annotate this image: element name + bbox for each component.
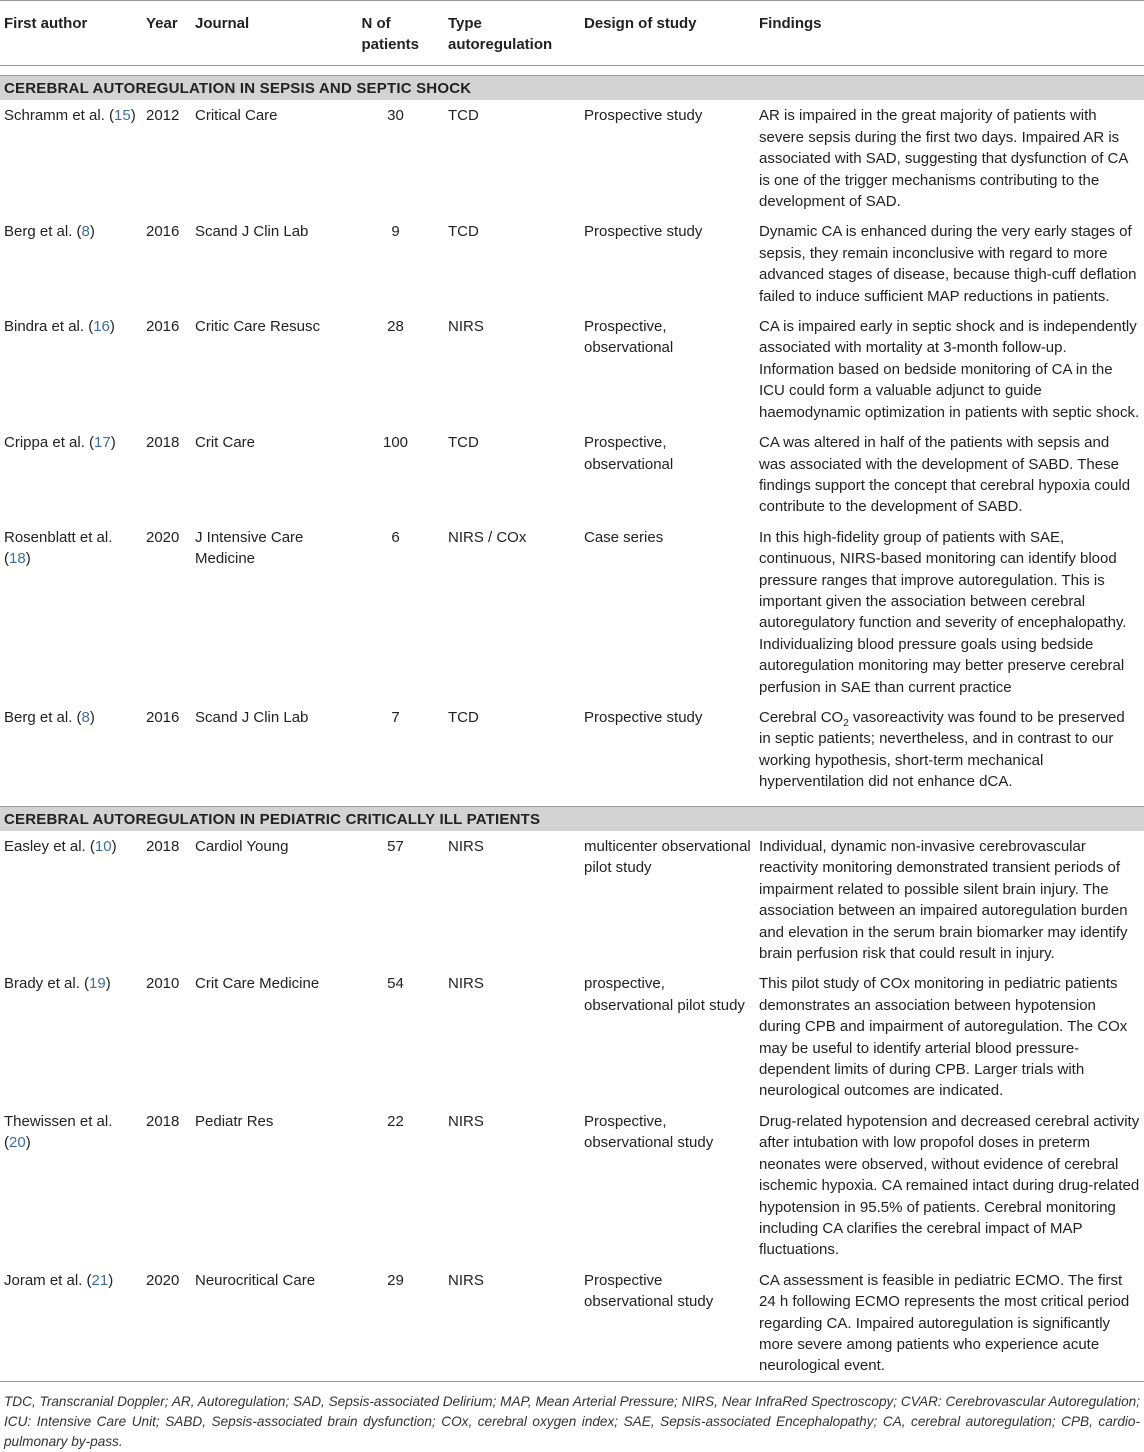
- reference-link[interactable]: 21: [91, 1271, 109, 1289]
- cell-n-patients: 7: [391, 708, 400, 726]
- reference-link[interactable]: 8: [81, 223, 90, 241]
- cell-author: Berg et al. (8): [4, 223, 95, 241]
- cell-journal: Scand J Clin Lab: [195, 223, 309, 241]
- table-row: [0, 522, 1144, 702]
- cell-findings: [755, 968, 1144, 1105]
- findings-pre: Cerebral CO: [759, 708, 844, 726]
- author-name: Schramm et al.: [4, 107, 105, 125]
- table-row: [0, 311, 1144, 427]
- table-row: [0, 216, 1144, 311]
- cell-type: NIRS: [448, 975, 484, 993]
- cell-findings: [755, 100, 1144, 216]
- cell-journal: Pediatr Res: [195, 1112, 274, 1130]
- cell-year: 2018: [146, 1112, 180, 1130]
- cell-design: Prospective, observational: [584, 318, 674, 357]
- cell-year: 2018: [146, 434, 180, 452]
- author-name: Rosenblatt et al.: [4, 528, 113, 546]
- author-name: Crippa et al.: [4, 434, 85, 452]
- header-type: Type autoregulation: [448, 15, 553, 53]
- cell-n-patients: 100: [382, 434, 409, 452]
- findings-sub: 2: [843, 717, 849, 729]
- findings-post: vasoreactivity was found to be preserved in septic patients; nevertheless, and in contrast to our working hypothesis, short-term mechanical hyperventilation did not enhance dCA.: [759, 708, 1125, 791]
- cell-year: 2020: [146, 528, 180, 546]
- cell-findings: [755, 1265, 1144, 1382]
- cell-journal: Critical Care: [195, 107, 278, 125]
- table-row: [0, 100, 1144, 216]
- cell-author: Rosenblatt et al. (18): [4, 528, 113, 568]
- cell-findings: [755, 427, 1144, 522]
- cell-year: 2012: [146, 107, 180, 125]
- cell-year: 2016: [146, 708, 180, 726]
- cell-journal: Critic Care Resusc: [195, 318, 321, 336]
- cell-n-patients: 29: [387, 1271, 404, 1289]
- cell-design: Prospective study: [584, 708, 703, 726]
- cell-year: 2010: [146, 975, 180, 993]
- cell-type: NIRS / COx: [448, 528, 527, 546]
- table-row: [0, 1106, 1144, 1265]
- findings-text: This pilot study of COx monitoring in pediatric patients demonstrates an association between hypotension during CPB and impairment of autoregulation. The COx may be useful to identify arterial blood pressure-dependent limits of during CPB. Larger trials with neurological outcomes are indicated.: [759, 975, 1128, 1100]
- cell-n-patients: 57: [387, 838, 404, 855]
- findings-text: Individual, dynamic non-invasive cerebrovascular reactivity monitoring demonstrated transient periods of impairment related to possible silent brain injury. The association between an impaired autoregulation burden and elevation in the serum brain biomarker may identify brain perfusion risk that could result in injury.: [759, 838, 1128, 963]
- cell-design: multicenter observational pilot study: [584, 838, 751, 877]
- cell-author: Thewissen et al. (20): [4, 1112, 113, 1152]
- cell-type: TCD: [448, 434, 479, 452]
- cell-author: Schramm et al. (15): [4, 107, 136, 125]
- cell-journal: Cardiol Young: [195, 838, 289, 855]
- table-row: [0, 831, 1144, 968]
- cell-type: NIRS: [448, 1112, 484, 1130]
- header-journal: Journal: [195, 15, 250, 32]
- header-year: Year: [146, 15, 178, 32]
- cell-author: Brady et al. (19): [4, 975, 111, 993]
- cell-n-patients: 22: [387, 1112, 404, 1130]
- reference-link[interactable]: 15: [114, 107, 131, 125]
- table-row: [0, 1265, 1144, 1382]
- table-row: [0, 702, 1144, 797]
- cell-author: Joram et al. (21): [4, 1271, 114, 1289]
- table-body: [0, 66, 1144, 1382]
- cell-design: prospective, observational pilot study: [584, 975, 745, 1014]
- table-row: [0, 968, 1144, 1105]
- cell-design: Prospective observational study: [584, 1271, 714, 1311]
- section-header-row: [0, 806, 1144, 831]
- cell-type: TCD: [448, 107, 479, 125]
- findings-text: Drug-related hypotension and decreased cerebral activity after intubation with low propofol doses in preterm neonates were observed, without evidence of cerebral ischemic hypoxia. CA remained intact during drug-related hypotension in 95.5% of patients. Cerebral monitoring including CA clarifies the cerebral impact of MAP fluctuations.: [759, 1112, 1140, 1259]
- cell-author: Berg et al. (8): [4, 708, 95, 726]
- header-author: First author: [4, 15, 88, 32]
- findings-text: In this high-fidelity group of patients with SAE, continuous, NIRS-based monitoring can identify blood pressure ranges that improve autoregulation. This is important given the association between cerebral autoregulatory function and severity of encephalopathy. Individualizing blood pressure goals using bedside autoregulation monitoring may better preserve cerebral perfusion in SAE than current practice: [759, 528, 1127, 696]
- cell-year: 2018: [146, 838, 180, 855]
- reference-link[interactable]: 19: [89, 975, 106, 993]
- author-name: Berg et al.: [4, 223, 73, 241]
- header-design: Design of study: [584, 15, 697, 32]
- cell-journal: Neurocritical Care: [195, 1271, 316, 1289]
- cell-n-patients: 9: [391, 223, 400, 241]
- cell-findings: [755, 831, 1144, 968]
- cell-design: Case series: [584, 528, 664, 546]
- table-row: [0, 427, 1144, 522]
- cell-n-patients: 30: [387, 107, 404, 125]
- author-name: Joram et al.: [4, 1271, 83, 1289]
- cell-n-patients: 6: [391, 528, 400, 546]
- section-spacer: [0, 66, 1144, 76]
- cell-design: Prospective study: [584, 107, 703, 125]
- findings-text: CA assessment is feasible in pediatric ECMO. The first 24 h following ECMO represents the most critical period regarding CA. Impaired autoregulation is significantly more severe among patients who experience acute neurological event.: [759, 1271, 1130, 1375]
- reference-link[interactable]: 20: [9, 1134, 26, 1152]
- cell-year: 2016: [146, 318, 180, 336]
- section-title: CEREBRAL AUTOREGULATION IN PEDIATRIC CRITICALLY ILL PATIENTS: [0, 806, 1144, 831]
- section-header-row: [0, 76, 1144, 101]
- table-footnote: TDC, Transcranial Doppler; AR, Autoregulation; SAD, Sepsis-associated Delirium; MAP, Mean Arterial Pressure; NIRS, Near InfraRed Spectroscopy; CVAR: Cerebrovascular Autoregulation; ICU: Intensive Care Unit; SABD, Sepsis-associated brain dysfunction; COx, cerebral oxygen index; SAE, Sepsis-associated Encephalopathy; CA, cerebral autoregulation; CPB, cardio-pulmonary by-pass.: [4, 1393, 1140, 1449]
- findings-text: Dynamic CA is enhanced during the very early stages of sepsis, they remain inconclusive with regard to more advanced stages of disease, because thigh-cuff deflation failed to induce sufficient MAP reductions in patients.: [759, 223, 1137, 305]
- header-n: [347, 1, 444, 66]
- cell-findings: [755, 216, 1144, 311]
- header-n-label: N of patients: [361, 15, 420, 53]
- cell-journal: Crit Care: [195, 434, 256, 452]
- author-name: Brady et al.: [4, 975, 80, 993]
- cell-type: TCD: [448, 708, 479, 726]
- cell-design: Prospective, observational: [584, 434, 674, 473]
- section-title: CEREBRAL AUTOREGULATION IN SEPSIS AND SEPTIC SHOCK: [0, 76, 1144, 101]
- cell-findings: [755, 1106, 1144, 1265]
- cell-type: NIRS: [448, 318, 484, 336]
- reference-link[interactable]: 10: [94, 838, 112, 855]
- cell-type: NIRS: [448, 1271, 484, 1289]
- cell-journal: Scand J Clin Lab: [195, 708, 309, 726]
- cell-type: TCD: [448, 223, 479, 241]
- cell-journal: Crit Care Medicine: [195, 975, 320, 993]
- cell-findings: [755, 311, 1144, 427]
- cell-design: Prospective, observational study: [584, 1112, 714, 1152]
- reference-link[interactable]: 8: [81, 708, 90, 726]
- cell-type: NIRS: [448, 838, 484, 855]
- header-row: [0, 1, 1144, 66]
- cell-n-patients: 54: [387, 975, 404, 993]
- findings-text: CA is impaired early in septic shock and is independently associated with mortality at 3-month follow-up. Information based on bedside monitoring of CA in the ICU could form a valuable adjunct to guide haemodynamic optimization in patients with septic shock.: [759, 318, 1140, 421]
- findings-text: CA was altered in half of the patients with sepsis and was associated with the development of SABD. These findings support the concept that cerebral hypoxia could contribute to the development of SABD.: [759, 434, 1131, 516]
- cell-author: Easley et al. (10): [4, 838, 117, 855]
- findings-text: AR is impaired in the great majority of patients with severe sepsis during the first two days. Impaired AR is associated with SAD, suggesting that dysfunction of CA is one of the trigger mechanisms contributing to the development of SAD.: [759, 107, 1128, 211]
- header-findings: Findings: [759, 15, 822, 32]
- cell-journal: J Intensive Care Medicine: [195, 528, 304, 568]
- reference-link[interactable]: 17: [94, 434, 111, 452]
- cell-author: Bindra et al. (16): [4, 318, 115, 336]
- reference-link[interactable]: 16: [93, 318, 110, 336]
- author-name: Berg et al.: [4, 708, 73, 726]
- reference-link[interactable]: 18: [9, 550, 26, 568]
- cell-n-patients: 28: [387, 318, 404, 336]
- cell-year: 2020: [146, 1271, 180, 1289]
- cell-author: Crippa et al. (17): [4, 434, 116, 452]
- cell-year: 2016: [146, 223, 180, 241]
- section-spacer: [0, 797, 1144, 807]
- author-name: Easley et al.: [4, 838, 86, 855]
- cell-findings: [755, 702, 1144, 797]
- cell-findings: [755, 522, 1144, 702]
- author-name: Bindra et al.: [4, 318, 85, 336]
- cell-design: Prospective study: [584, 223, 703, 241]
- author-name: Thewissen et al.: [4, 1112, 113, 1130]
